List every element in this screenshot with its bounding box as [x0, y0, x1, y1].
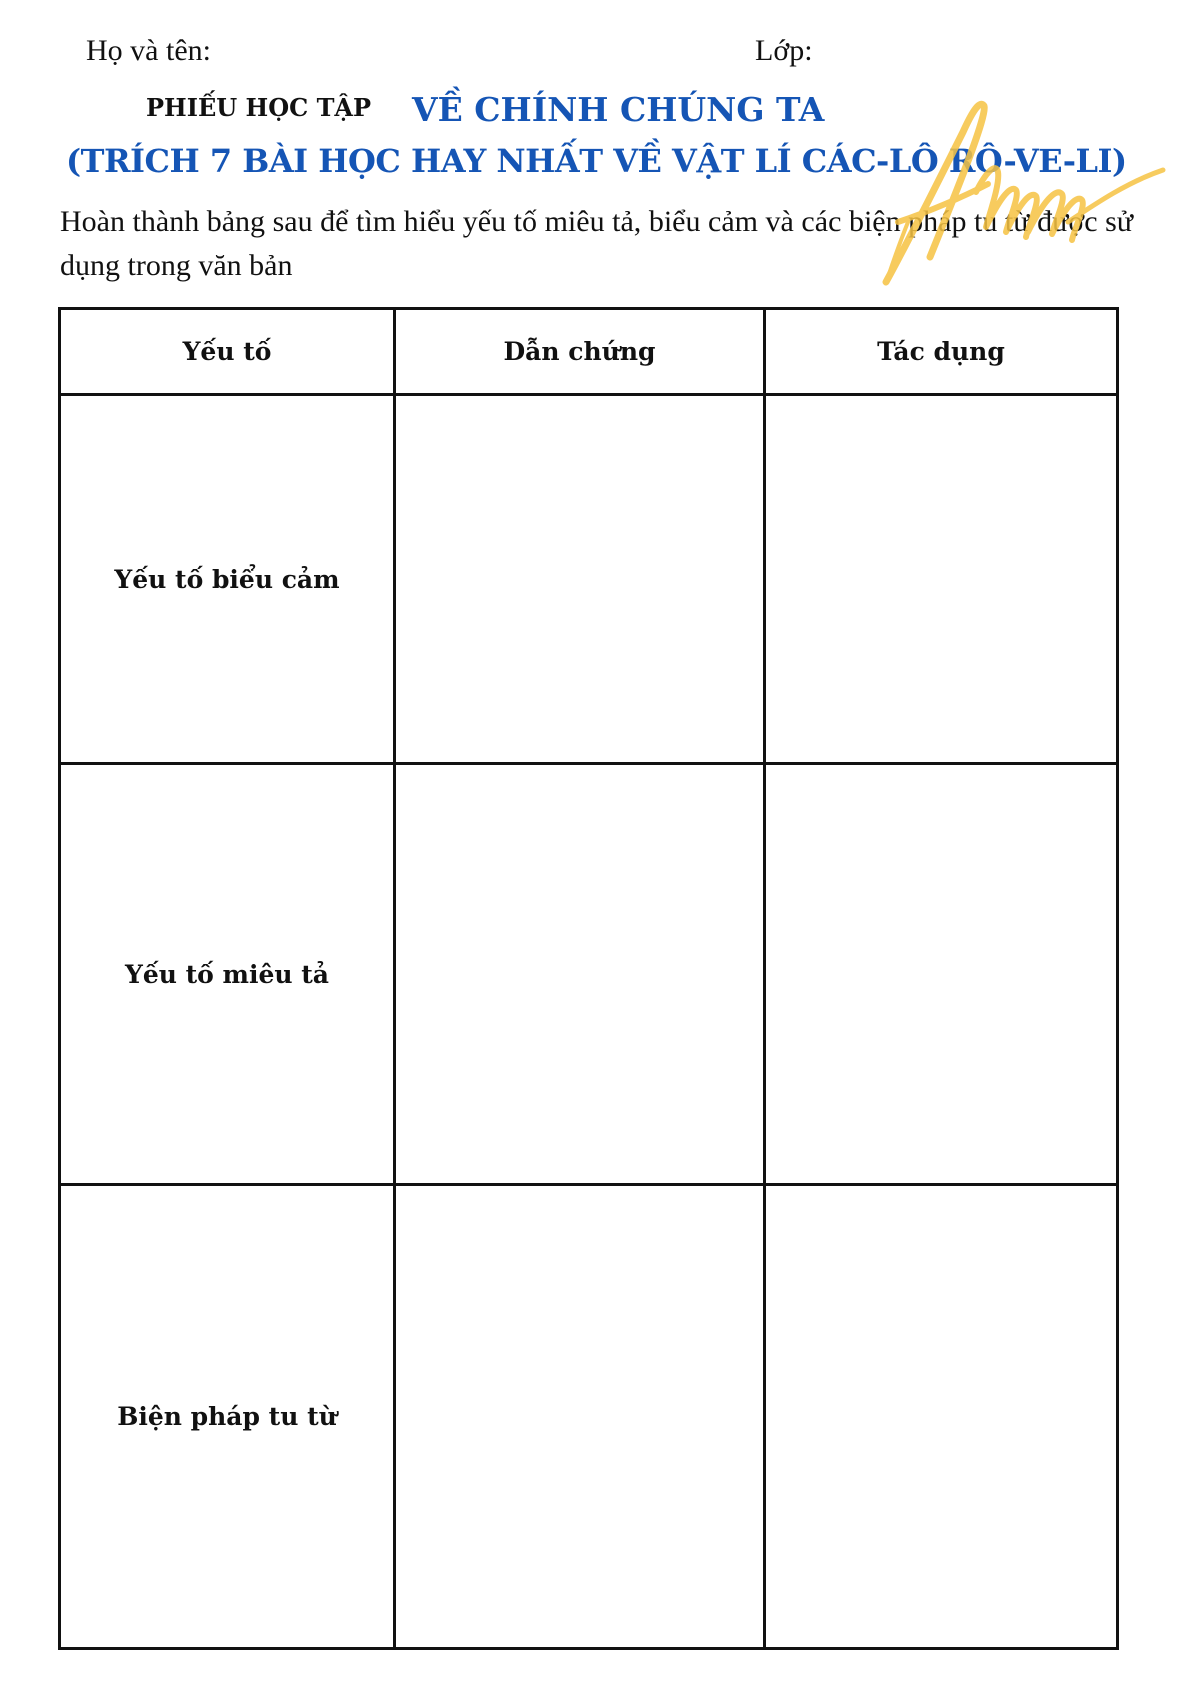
- worksheet-title: VỀ CHÍNH CHÚNG TA: [412, 90, 825, 129]
- table-row: [60, 764, 1118, 1185]
- evidence-cell[interactable]: [395, 395, 765, 764]
- header-element: Yếu tố: [60, 309, 395, 395]
- worksheet-label: PHIẾU HỌC TẬP: [146, 93, 372, 122]
- row-element-label: Yếu tố miêu tả: [60, 764, 395, 1185]
- table-row: [60, 395, 1118, 764]
- table-header-row: [60, 309, 1118, 395]
- worksheet-table: [58, 307, 1119, 1650]
- effect-cell[interactable]: [765, 764, 1118, 1185]
- effect-cell[interactable]: [765, 1185, 1118, 1649]
- row-element-label: Biện pháp tu từ: [60, 1185, 395, 1649]
- instructions: Hoàn thành bảng sau để tìm hiểu yếu tố miêu tả, biểu cảm và các biện pháp tu từ được sử dụng trong văn bản: [60, 205, 1133, 282]
- name-label: Họ và tên:: [86, 34, 211, 67]
- evidence-cell[interactable]: [395, 1185, 765, 1649]
- worksheet-subtitle: (TRÍCH 7 BÀI HỌC HAY NHẤT VỀ VẬT LÍ CÁC-LÔ RÔ-VE-LI): [66, 142, 1127, 180]
- table-row: [60, 1185, 1118, 1649]
- row-element-label: Yếu tố biểu cảm: [60, 395, 395, 764]
- header-evidence: Dẫn chứng: [395, 309, 765, 395]
- effect-cell[interactable]: [765, 395, 1118, 764]
- evidence-cell[interactable]: [395, 764, 765, 1185]
- header-effect: Tác dụng: [765, 309, 1118, 395]
- class-label: Lớp:: [755, 34, 813, 67]
